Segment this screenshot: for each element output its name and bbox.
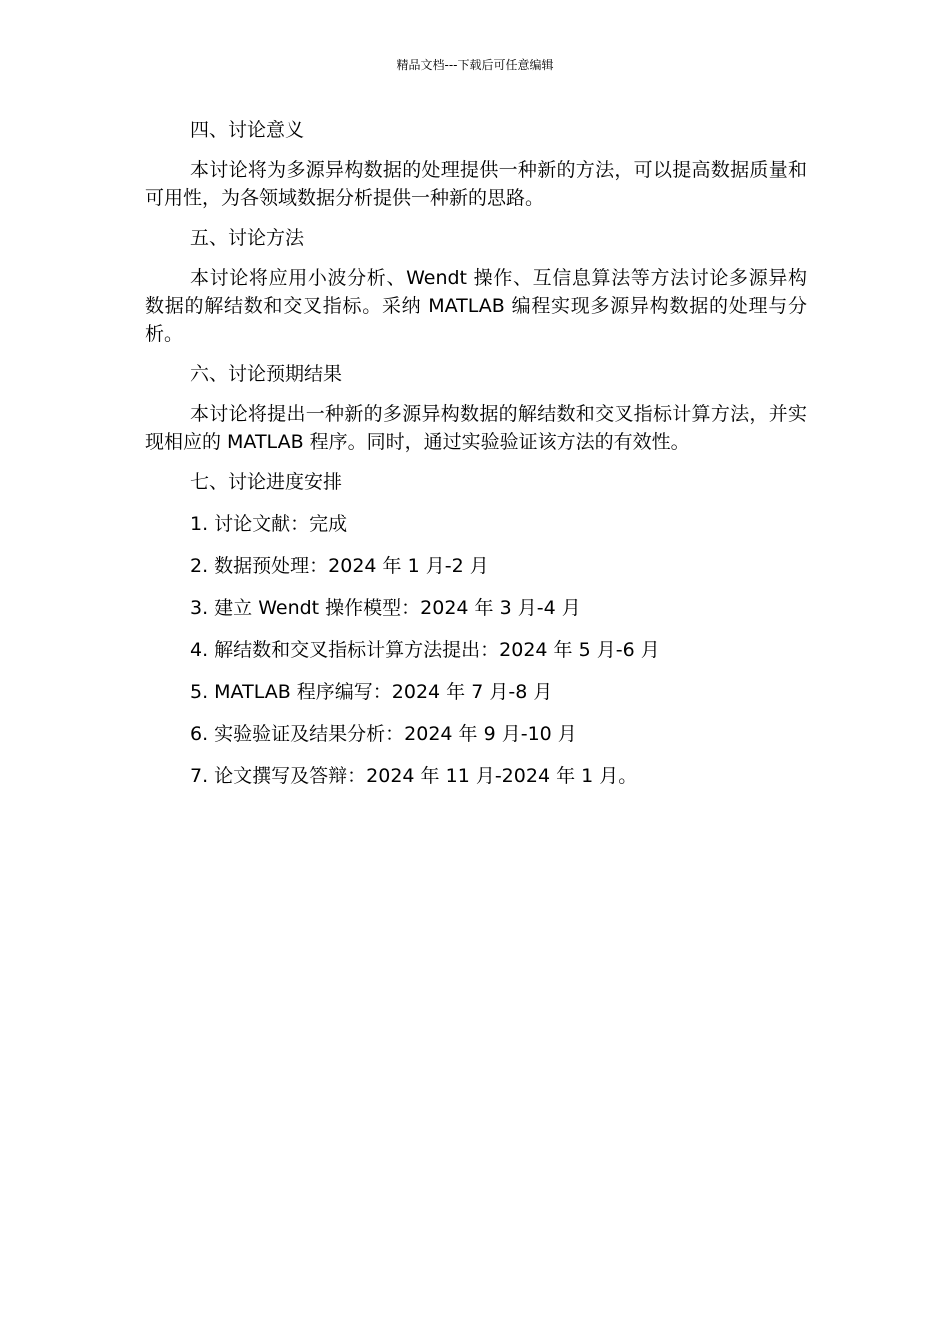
document-body [145, 114, 807, 802]
schedule-item: 7. 论文撰写及答辩：2024 年 11 月-2024 年 1 月。 [190, 765, 638, 787]
section-heading-expected-results: 六、讨论预期结果 [190, 363, 343, 385]
schedule-item: 5. MATLAB 程序编写：2024 年 7 月-8 月 [190, 681, 553, 703]
schedule-item: 6. 实验验证及结果分析：2024 年 9 月-10 月 [190, 723, 577, 745]
page-header: 精品文档---下载后可任意编辑 [396, 58, 554, 72]
section-paragraph-significance: 本讨论将为多源异构数据的处理提供一种新的方法，可以提高数据质量和可用性，为各领域数据分析提供一种新的思路。 [145, 159, 807, 209]
section-heading-method: 五、讨论方法 [190, 227, 305, 249]
section-paragraph-expected-results: 本讨论将提出一种新的多源异构数据的解结数和交叉指标计算方法，并实现相应的 MATLAB 程序。同时，通过实验验证该方法的有效性。 [145, 403, 807, 453]
section-heading-schedule: 七、讨论进度安排 [190, 471, 343, 493]
schedule-item: 4. 解结数和交叉指标计算方法提出：2024 年 5 月-6 月 [190, 639, 660, 661]
schedule-item: 2. 数据预处理：2024 年 1 月-2 月 [190, 555, 489, 577]
section-paragraph-method: 本讨论将应用小波分析、Wendt 操作、互信息算法等方法讨论多源异构数据的解结数和交叉指标。采纳 MATLAB 编程实现多源异构数据的处理与分析。 [145, 267, 807, 345]
schedule-item: 1. 讨论文献：完成 [190, 513, 348, 535]
schedule-item: 3. 建立 Wendt 操作模型：2024 年 3 月-4 月 [190, 597, 581, 619]
section-heading-significance: 四、讨论意义 [190, 119, 305, 141]
schedule-list [145, 508, 807, 792]
